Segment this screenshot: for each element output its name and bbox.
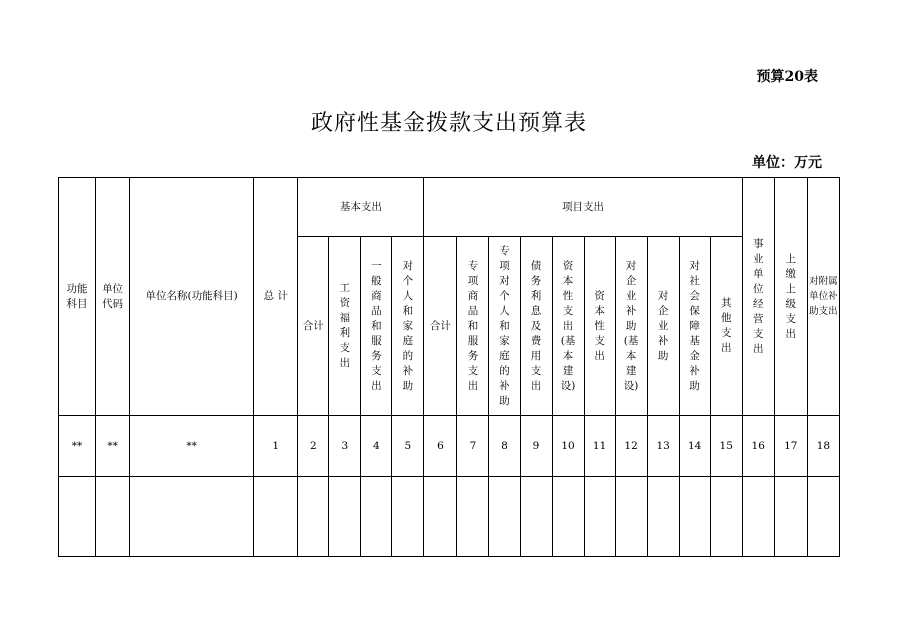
data-cell	[96, 477, 130, 557]
data-cell	[298, 477, 329, 557]
index-cell: 3	[329, 416, 361, 477]
header-total: 总 计	[254, 178, 298, 416]
header-basic-2: 工资福利支出	[329, 237, 361, 416]
header-tail-2: 上缴上级支出	[774, 178, 807, 416]
data-cell	[361, 477, 392, 557]
index-cell: 16	[742, 416, 774, 477]
data-cell	[392, 477, 424, 557]
index-cell: 11	[584, 416, 615, 477]
index-cell: 7	[457, 416, 489, 477]
header-tail-3: 对附属单位补助支出	[807, 178, 839, 416]
data-cell	[710, 477, 742, 557]
index-cell: **	[59, 416, 96, 477]
header-unit-code: 单位代码	[96, 178, 130, 416]
data-cell	[807, 477, 839, 557]
form-number: 预算20表	[756, 69, 818, 85]
index-cell: **	[130, 416, 254, 477]
data-cell	[774, 477, 807, 557]
index-cell: 12	[615, 416, 647, 477]
header-project-7: 对企业补助(基本建设)	[615, 237, 647, 416]
unit-label: 单位：万元	[752, 155, 822, 171]
header-basic-group: 基本支出	[298, 178, 424, 237]
index-cell: 14	[679, 416, 710, 477]
header-project-3: 专项对个人和家庭的补助	[489, 237, 520, 416]
header-basic-1: 合计	[298, 237, 329, 416]
data-cell	[457, 477, 489, 557]
data-cell	[742, 477, 774, 557]
header-project-group: 项目支出	[424, 178, 742, 237]
index-cell: 18	[807, 416, 839, 477]
header-unit-name: 单位名称(功能科目)	[130, 178, 254, 416]
header-project-10: 其他支出	[710, 237, 742, 416]
empty-data-row	[59, 477, 840, 557]
index-cell: 15	[710, 416, 742, 477]
page-title: 政府性基金拨款支出预算表	[310, 111, 587, 136]
index-cell: **	[96, 416, 130, 477]
index-cell: 2	[298, 416, 329, 477]
data-cell	[615, 477, 647, 557]
index-cell: 8	[489, 416, 520, 477]
header-row-1	[59, 178, 840, 237]
data-cell	[679, 477, 710, 557]
index-cell: 9	[520, 416, 552, 477]
data-cell	[59, 477, 96, 557]
header-basic-4: 对个人和家庭的补助	[392, 237, 424, 416]
header-project-6: 资本性支出	[584, 237, 615, 416]
index-cell: 13	[647, 416, 679, 477]
data-cell	[489, 477, 520, 557]
index-cell: 10	[552, 416, 584, 477]
data-cell	[647, 477, 679, 557]
header-project-1: 合计	[424, 237, 457, 416]
header-project-8: 对企业补助	[647, 237, 679, 416]
data-cell	[552, 477, 584, 557]
data-cell	[584, 477, 615, 557]
data-cell	[520, 477, 552, 557]
index-cell: 1	[254, 416, 298, 477]
data-cell	[254, 477, 298, 557]
header-project-9: 对社会保障基金补助	[679, 237, 710, 416]
header-basic-3: 一般商品和服务支出	[361, 237, 392, 416]
index-cell: 5	[392, 416, 424, 477]
header-project-4: 债务利息及费用支出	[520, 237, 552, 416]
data-cell	[130, 477, 254, 557]
index-cell: 4	[361, 416, 392, 477]
index-cell: 6	[424, 416, 457, 477]
header-tail-1: 事业单位经营支出	[742, 178, 774, 416]
data-cell	[329, 477, 361, 557]
header-project-5: 资本性支出(基本建设)	[552, 237, 584, 416]
index-cell: 17	[774, 416, 807, 477]
budget-table	[58, 177, 840, 557]
index-row	[59, 416, 840, 477]
header-project-2: 专项商品和服务支出	[457, 237, 489, 416]
header-func-code: 功能科目	[59, 178, 96, 416]
data-cell	[424, 477, 457, 557]
